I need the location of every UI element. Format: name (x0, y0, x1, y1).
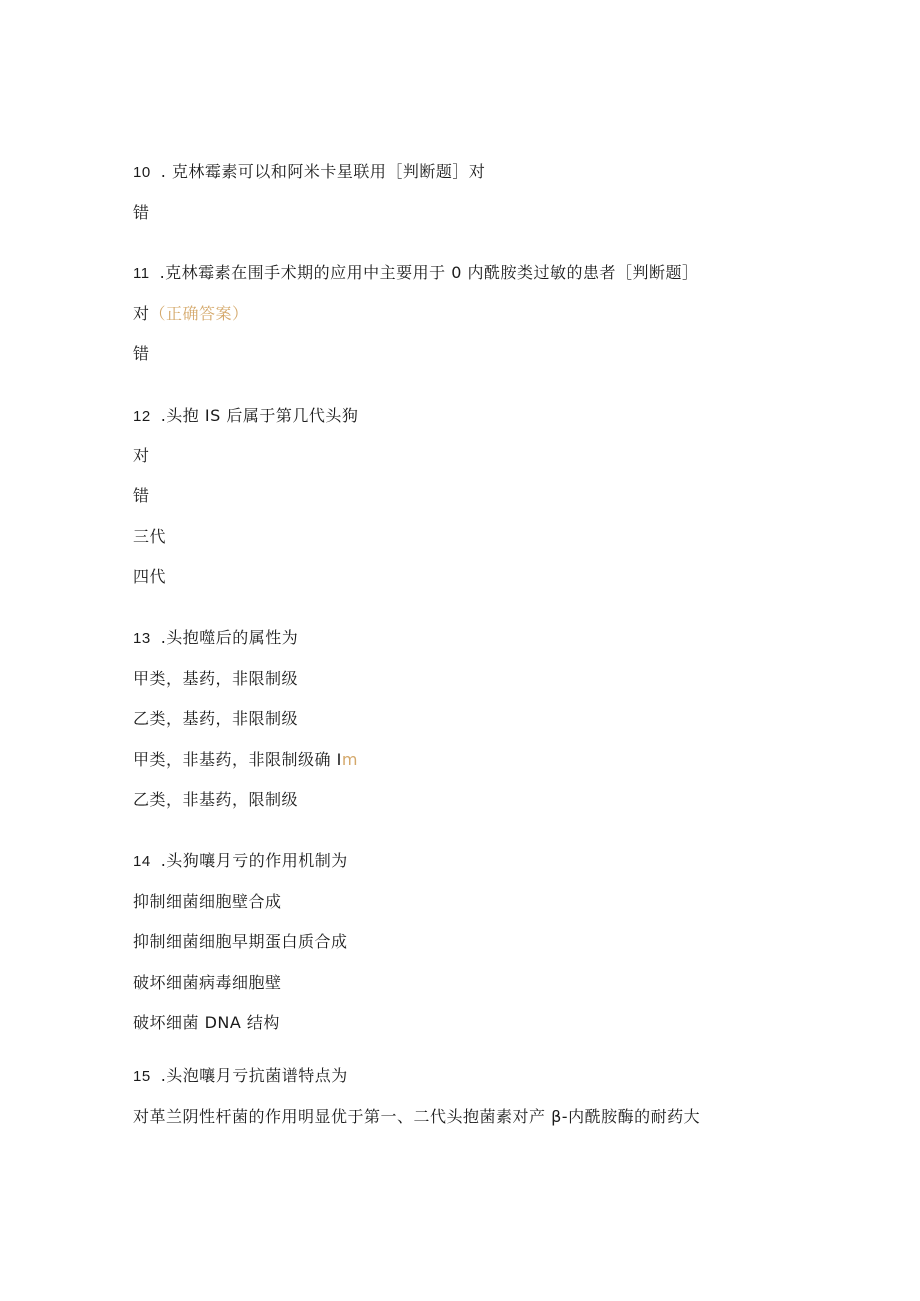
option-text: 破坏细菌 DNA 结构 (133, 1013, 280, 1032)
question-number: 10 (133, 164, 151, 181)
question-11-stem (133, 262, 699, 285)
question-10-option-1[interactable] (133, 202, 150, 224)
question-text: .头泡嚷月亏抗菌谱特点为 (160, 1066, 348, 1085)
question-number: 12 (133, 408, 151, 425)
question-15-stem (133, 1065, 348, 1088)
question-number: 14 (133, 853, 151, 870)
question-14-option-2[interactable] (133, 931, 348, 953)
question-12-option-3[interactable] (133, 526, 166, 548)
option-text: 错 (133, 344, 150, 363)
option-text: 乙类，非基药，限制级 (133, 790, 299, 809)
question-10-stem (133, 161, 485, 184)
question-number: 11 (133, 265, 150, 282)
question-text: .头抱 IS 后属于第几代头狗 (160, 406, 359, 425)
question-12-option-1[interactable] (133, 445, 150, 467)
question-11-option-2[interactable] (133, 343, 150, 365)
question-number: 13 (133, 630, 151, 647)
option-text: 错 (133, 486, 150, 505)
question-14-option-1[interactable] (133, 891, 282, 913)
option-text: 对 (133, 304, 150, 323)
question-13-option-3[interactable] (133, 749, 358, 771)
question-12-option-2[interactable] (133, 485, 150, 507)
option-text: 甲类，非基药，非限制级确 I (133, 750, 342, 769)
question-14-option-4[interactable] (133, 1012, 280, 1034)
question-number: 15 (133, 1068, 151, 1085)
option-text: 对 (133, 446, 150, 465)
question-12-stem (133, 405, 358, 428)
option-text: 错 (133, 203, 150, 222)
option-text: 乙类，基药，非限制级 (133, 709, 299, 728)
question-15-option-1[interactable] (133, 1106, 700, 1128)
question-11-option-1[interactable] (133, 303, 249, 325)
option-text: 破坏细菌病毒细胞壁 (133, 973, 282, 992)
option-text: 四代 (133, 567, 167, 586)
question-text: .头抱噬后的属性为 (160, 628, 299, 647)
question-13-option-4[interactable] (133, 789, 298, 811)
correct-answer-tag: （正确答案） (149, 304, 249, 323)
option-text: 甲类，基药，非限制级 (133, 669, 299, 688)
question-14-stem (133, 850, 348, 873)
option-text: 抑制细菌细胞壁合成 (133, 892, 282, 911)
question-13-stem (133, 627, 298, 650)
question-13-option-1[interactable] (133, 668, 298, 690)
option-text: 对革兰阴性杆菌的作用明显优于第一、二代头抱菌素对产 β-内酰胺酶的耐药大 (133, 1107, 701, 1126)
question-text: .头狗嚷月亏的作用机制为 (160, 851, 348, 870)
option-text: 三代 (133, 527, 167, 546)
answer-mark: m (341, 750, 358, 769)
question-text: . 克林霉素可以和阿米卡星联用［判断题］对 (160, 162, 486, 181)
question-text: .克林霉素在围手术期的应用中主要用于 0 内酰胺类过敏的患者［判断题］ (159, 263, 699, 282)
question-12-option-4[interactable] (133, 566, 166, 588)
option-text: 抑制细菌细胞早期蛋白质合成 (133, 932, 348, 951)
question-14-option-3[interactable] (133, 972, 282, 994)
question-13-option-2[interactable] (133, 708, 298, 730)
